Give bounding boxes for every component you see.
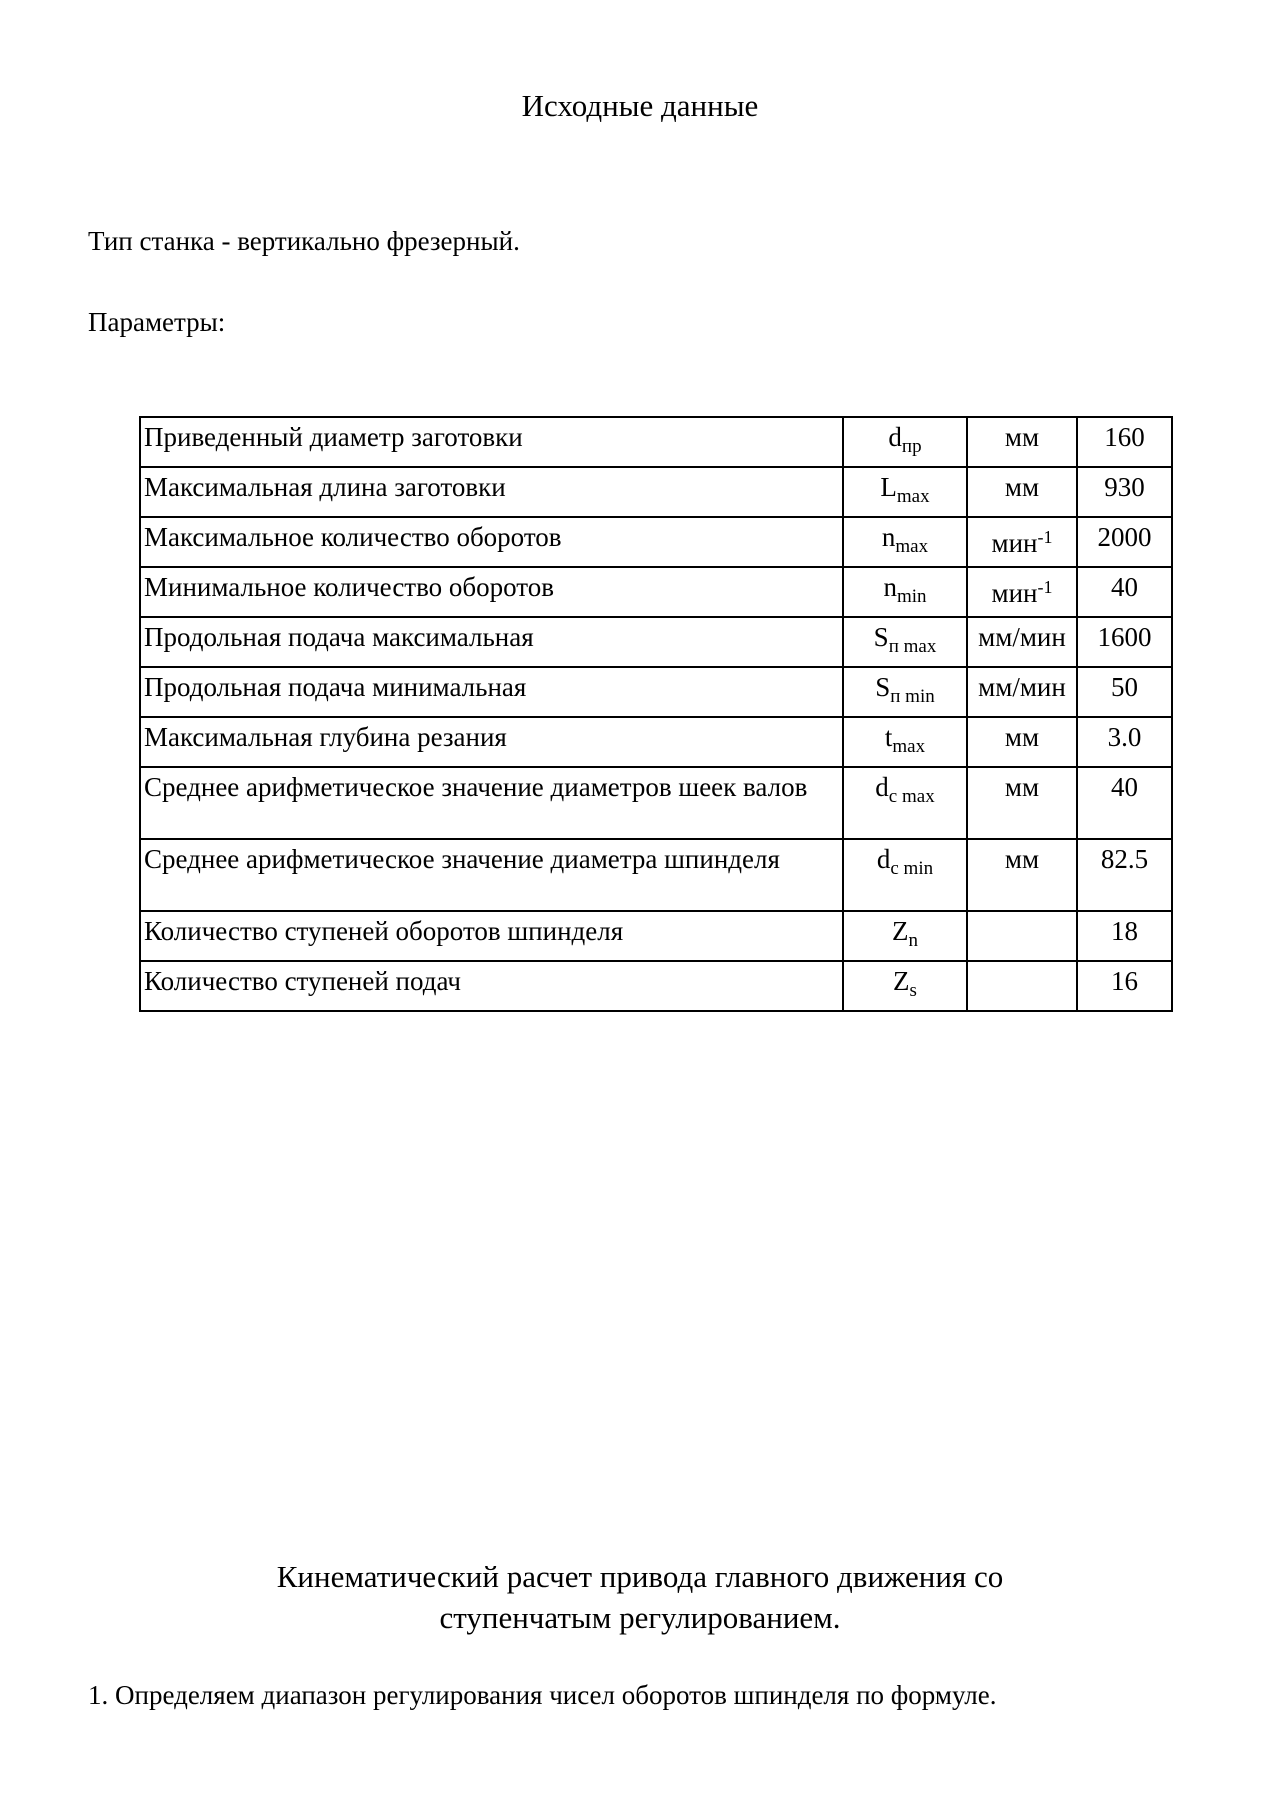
section-title xyxy=(0,1556,1280,1638)
param-name: Максимальное количество оборотов xyxy=(140,517,843,567)
params-label: Параметры: xyxy=(88,307,226,337)
step-1-text: 1. Определяем диапазон регулирования чисел оборотов шпинделя по формуле. xyxy=(88,1680,997,1710)
param-unit: мин$^{-1}$ xyxy=(967,567,1077,617)
table-row xyxy=(140,717,1172,767)
table-row xyxy=(140,467,1172,517)
param-name: Минимальное количество оборотов xyxy=(140,567,843,617)
param-name: Продольная подача максимальная xyxy=(140,617,843,667)
param-value: 160 xyxy=(1077,417,1172,467)
param-symbol: $d_{с min}$ xyxy=(843,839,967,911)
table-row xyxy=(140,617,1172,667)
param-symbol: $Z_s$ xyxy=(843,961,967,1011)
param-value: 82.5 xyxy=(1077,839,1172,911)
table-row xyxy=(140,961,1172,1011)
param-unit: мм/мин xyxy=(967,667,1077,717)
table-row xyxy=(140,567,1172,617)
param-value: 40 xyxy=(1077,567,1172,617)
param-symbol: $d_{пр}$ xyxy=(843,417,967,467)
table-row xyxy=(140,417,1172,467)
page-title: Исходные данные xyxy=(521,88,759,123)
table-row xyxy=(140,839,1172,911)
param-unit: мин$^{-1}$ xyxy=(967,517,1077,567)
param-name: Продольная подача минимальная xyxy=(140,667,843,717)
param-unit: мм xyxy=(967,839,1077,911)
param-name: Среднее арифметическое значение диаметра шпинделя xyxy=(140,839,843,911)
param-unit: мм xyxy=(967,767,1077,839)
param-value: 18 xyxy=(1077,911,1172,961)
param-value: 1600 xyxy=(1077,617,1172,667)
param-value: 50 xyxy=(1077,667,1172,717)
param-symbol: $Z_n$ xyxy=(843,911,967,961)
table-row xyxy=(140,667,1172,717)
param-value: 16 xyxy=(1077,961,1172,1011)
param-unit: мм xyxy=(967,417,1077,467)
param-value: 2000 xyxy=(1077,517,1172,567)
param-unit: мм xyxy=(967,467,1077,517)
param-symbol: $t_{max}$ xyxy=(843,717,967,767)
param-unit xyxy=(967,961,1077,1011)
param-value: 930 xyxy=(1077,467,1172,517)
param-symbol: $d_{с max}$ xyxy=(843,767,967,839)
section-title-line-1: Кинематический расчет привода главного движения со xyxy=(276,1559,1004,1594)
param-name: Среднее арифметическое значение диаметров шеек валов xyxy=(140,767,843,839)
param-unit: мм/мин xyxy=(967,617,1077,667)
param-name: Максимальная глубина резания xyxy=(140,717,843,767)
section-title-line-2: ступенчатым регулированием. xyxy=(439,1600,841,1635)
param-value: 3.0 xyxy=(1077,717,1172,767)
param-symbol: $S_{п max}$ xyxy=(843,617,967,667)
param-name: Количество ступеней оборотов шпинделя xyxy=(140,911,843,961)
param-name: Приведенный диаметр заготовки xyxy=(140,417,843,467)
param-symbol: $n_{min}$ xyxy=(843,567,967,617)
parameters-table xyxy=(139,416,1173,1012)
table-row xyxy=(140,911,1172,961)
param-symbol: $S_{п min}$ xyxy=(843,667,967,717)
param-value: 40 xyxy=(1077,767,1172,839)
param-symbol: $n_{max}$ xyxy=(843,517,967,567)
param-name: Максимальная длина заготовки xyxy=(140,467,843,517)
param-name: Количество ступеней подач xyxy=(140,961,843,1011)
table-row xyxy=(140,767,1172,839)
machine-type-text: Тип станка - вертикально фрезерный. xyxy=(88,226,520,256)
param-symbol: $L_{max}$ xyxy=(843,467,967,517)
param-unit xyxy=(967,911,1077,961)
param-unit: мм xyxy=(967,717,1077,767)
table-row xyxy=(140,517,1172,567)
